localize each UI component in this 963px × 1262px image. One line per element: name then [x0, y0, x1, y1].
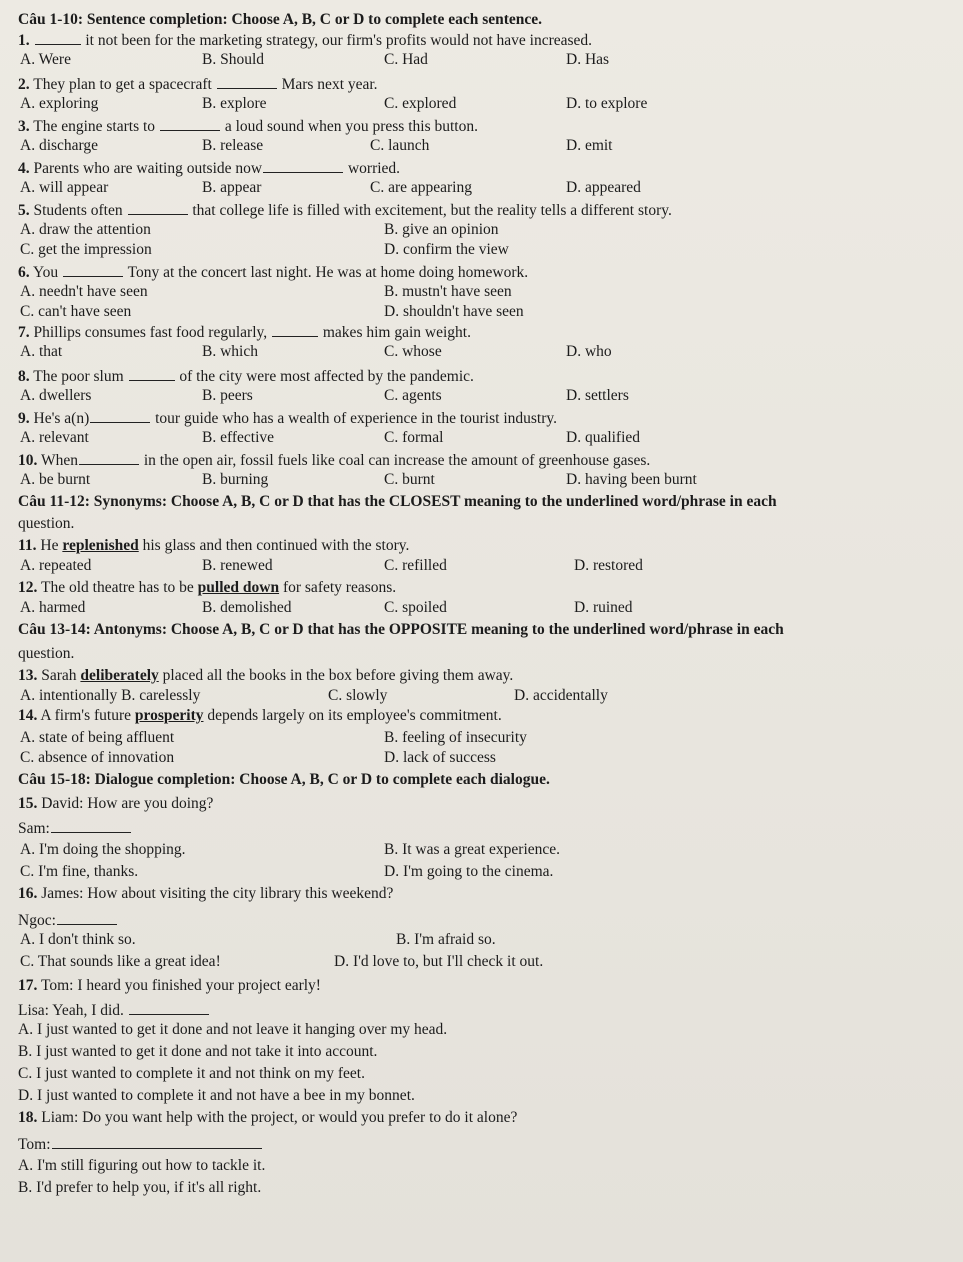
question-number: 10. [18, 452, 38, 469]
option-d[interactable]: D. to explore [566, 95, 648, 112]
option-c[interactable]: C. burnt [384, 471, 435, 488]
option-b[interactable]: B. It was a great experience. [384, 841, 561, 858]
option-a[interactable]: A. draw the attention [20, 221, 151, 238]
option-c[interactable]: C. get the impression [20, 241, 152, 258]
option-a[interactable]: A. state of being affluent [20, 729, 175, 746]
dialogue-line: David: How are you doing? [41, 795, 214, 812]
answer-blank[interactable] [160, 116, 220, 131]
section-heading-synonyms-cont: question. [18, 515, 75, 532]
question-text: worried. [347, 160, 401, 177]
answer-blank[interactable] [57, 910, 117, 925]
dialogue-line: Liam: Do you want help with the project, or would you prefer to do it alone? [41, 1109, 518, 1126]
section-heading-synonyms: Câu 11-12: Synonyms: Choose A, B, C or D that has the CLOSEST meaning to the underlined word/phrase in each [18, 493, 777, 510]
question-number: 9. [18, 410, 30, 427]
option-c[interactable]: C. agents [384, 387, 442, 404]
option-c[interactable]: C. are appearing [370, 179, 472, 196]
option-c[interactable]: C. whose [384, 343, 442, 360]
option-17-c[interactable]: C. I just wanted to complete it and not think on my feet. [18, 1065, 365, 1082]
dialogue-line: Tom: I heard you finished your project early! [40, 977, 321, 994]
question-text: depends largely on its employee's commitment. [207, 707, 502, 724]
dialogue-speaker: Lisa: Yeah, I did. [18, 1002, 124, 1019]
answer-blank[interactable] [63, 262, 123, 277]
question-2 [18, 74, 943, 95]
dialogue-speaker: Tom: [18, 1136, 51, 1153]
underlined-word: prosperity [134, 707, 204, 724]
question-text: You [32, 264, 59, 281]
dialogue-speaker: Ngoc: [18, 912, 56, 929]
option-18-b[interactable]: B. I'd prefer to help you, if it's all right. [18, 1179, 262, 1196]
answer-blank[interactable] [272, 322, 318, 337]
question-text: The engine starts to [33, 118, 156, 135]
question-text: He's a(n) [33, 410, 90, 427]
option-a[interactable]: A. I'm doing the shopping. [20, 841, 186, 858]
question-number: 14. [18, 707, 38, 724]
option-d[interactable]: D. confirm the view [384, 241, 509, 258]
option-c[interactable]: C. spoiled [384, 599, 447, 616]
question-number: 4. [18, 160, 30, 177]
dialogue-speaker: Sam: [18, 820, 50, 837]
option-a-b[interactable]: A. intentionally B. carelessly [20, 687, 201, 704]
question-text: placed all the books in the box before giving them away. [162, 667, 514, 684]
question-18 [18, 1108, 943, 1128]
question-text: for safety reasons. [282, 579, 397, 596]
option-a[interactable]: A. be burnt [20, 471, 91, 488]
option-d[interactable]: D. shouldn't have seen [384, 303, 524, 320]
option-c[interactable]: C. can't have seen [20, 303, 132, 320]
dialogue-line: James: How about visiting the city library this weekend? [41, 885, 394, 902]
answer-blank[interactable] [51, 818, 131, 833]
question-text: Mars next year. [281, 76, 378, 93]
option-d[interactable]: D. ruined [574, 599, 633, 616]
underlined-word: replenished [62, 537, 139, 554]
question-8 [18, 366, 943, 387]
option-c[interactable]: C. explored [384, 95, 457, 112]
option-a[interactable]: A. relevant [20, 429, 89, 446]
option-a[interactable]: A. I don't think so. [20, 931, 136, 948]
underlined-word: pulled down [197, 579, 280, 596]
option-b[interactable]: B. feeling of insecurity [384, 729, 527, 746]
question-number: 13. [18, 667, 38, 684]
question-text: Tony at the concert last night. He was at home doing homework. [127, 264, 529, 281]
option-b[interactable]: B. which [202, 343, 258, 360]
option-a[interactable]: A. dwellers [20, 387, 92, 404]
question-17-response [18, 1000, 943, 1021]
option-a[interactable]: A. that [20, 343, 63, 360]
option-c[interactable]: C. Had [384, 51, 428, 68]
answer-blank[interactable] [128, 200, 188, 215]
answer-blank[interactable] [129, 366, 175, 381]
question-text: Sarah [41, 667, 77, 684]
option-a[interactable]: A. harmed [20, 599, 86, 616]
question-text: Students often [33, 202, 123, 219]
question-6 [18, 262, 943, 283]
question-number: 18. [18, 1109, 38, 1126]
option-c[interactable]: C. refilled [384, 557, 447, 574]
question-text: When [40, 452, 78, 469]
option-b[interactable]: B. appear [202, 179, 262, 196]
section-heading-sentence-completion: Câu 1-10: Sentence completion: Choose A, B, C or D to complete each sentence. [18, 11, 543, 28]
question-number: 5. [18, 202, 30, 219]
question-17 [18, 976, 943, 996]
option-b[interactable]: B. give an opinion [384, 221, 499, 238]
option-c[interactable]: C. formal [384, 429, 444, 446]
question-number: 12. [18, 579, 38, 596]
question-text: tour guide who has a wealth of experience in the tourist industry. [155, 410, 557, 427]
answer-blank[interactable] [263, 158, 343, 173]
option-17-d[interactable]: D. I just wanted to complete it and not have a bee in my bonnet. [18, 1087, 415, 1104]
option-c[interactable]: C. slowly [328, 687, 388, 704]
option-b[interactable]: B. release [202, 137, 264, 154]
option-d[interactable]: D. settlers [566, 387, 629, 404]
section-heading-dialogue: Câu 15-18: Dialogue completion: Choose A, B, C or D to complete each dialogue. [18, 771, 550, 788]
option-a[interactable]: A. exploring [20, 95, 99, 112]
option-a[interactable]: A. repeated [20, 557, 92, 574]
question-text: makes him gain weight. [322, 324, 471, 341]
question-text: He [40, 537, 59, 554]
question-18-response [18, 1134, 943, 1155]
question-16 [18, 884, 943, 904]
underlined-word: deliberately [80, 667, 159, 684]
option-d[interactable]: D. appeared [566, 179, 641, 196]
question-9 [18, 408, 943, 429]
question-text: his glass and then continued with the story. [142, 537, 410, 554]
question-number: 15. [18, 795, 38, 812]
question-text: The poor slum [33, 368, 124, 385]
option-d[interactable]: D. I'm going to the cinema. [384, 863, 554, 880]
option-b[interactable]: B. demolished [202, 599, 292, 616]
question-text: of the city were most affected by the pandemic. [179, 368, 474, 385]
option-b[interactable]: B. mustn't have seen [384, 283, 512, 300]
option-b[interactable]: B. effective [202, 429, 275, 446]
question-text: They plan to get a spacecraft [33, 76, 212, 93]
question-text: The old theatre has to be [40, 579, 194, 596]
question-number: 6. [18, 264, 30, 281]
option-a[interactable]: A. will appear [20, 179, 109, 196]
question-number: 16. [18, 885, 38, 902]
option-d[interactable]: D. lack of success [384, 749, 496, 766]
option-d[interactable]: D. I'd love to, but I'll check it out. [334, 953, 544, 970]
question-number: 3. [18, 118, 30, 135]
question-text: that college life is filled with excitement, but the reality tells a different story. [192, 202, 672, 219]
question-16-response [18, 910, 943, 931]
question-3 [18, 116, 943, 137]
question-15-response [18, 818, 943, 839]
question-5 [18, 200, 943, 221]
option-d[interactable]: D. Has [566, 51, 610, 68]
question-text: Parents who are waiting outside now [33, 160, 263, 177]
option-b[interactable]: B. peers [202, 387, 253, 404]
question-number: 11. [18, 537, 37, 554]
question-text: A firm's future [40, 707, 132, 724]
option-c[interactable]: C. I'm fine, thanks. [20, 863, 139, 880]
question-13 [18, 666, 943, 686]
answer-blank[interactable] [52, 1134, 262, 1149]
question-number: 1. [18, 32, 30, 49]
answer-blank[interactable] [35, 30, 81, 45]
option-c[interactable]: C. absence of innovation [20, 749, 175, 766]
option-d[interactable]: D. emit [566, 137, 613, 154]
option-b[interactable]: B. burning [202, 471, 269, 488]
question-text: Phillips consumes fast food regularly, [33, 324, 268, 341]
option-b[interactable]: B. Should [202, 51, 265, 68]
option-d[interactable]: D. restored [574, 557, 643, 574]
section-heading-antonyms-cont: question. [18, 645, 75, 662]
option-b[interactable]: B. explore [202, 95, 267, 112]
question-14 [18, 706, 943, 726]
option-d[interactable]: D. accidentally [514, 687, 608, 704]
question-7 [18, 322, 943, 343]
answer-blank[interactable] [90, 408, 150, 423]
question-number: 17. [18, 977, 38, 994]
option-d[interactable]: D. having been burnt [566, 471, 697, 488]
question-10 [18, 450, 943, 471]
question-text: a loud sound when you press this button. [224, 118, 478, 135]
option-b[interactable]: B. I'm afraid so. [396, 931, 496, 948]
option-18-a[interactable]: A. I'm still figuring out how to tackle it. [18, 1157, 266, 1174]
question-number: 8. [18, 368, 30, 385]
section-heading-antonyms: Câu 13-14: Antonyms: Choose A, B, C or D that has the OPPOSITE meaning to the underlined word/phrase in each [18, 621, 784, 638]
option-a[interactable]: A. needn't have seen [20, 283, 148, 300]
option-d[interactable]: D. who [566, 343, 612, 360]
question-text: it not been for the marketing strategy, our firm's profits would not have increased. [85, 32, 593, 49]
answer-blank[interactable] [79, 450, 139, 465]
option-b[interactable]: B. renewed [202, 557, 273, 574]
question-11 [18, 536, 943, 556]
question-number: 7. [18, 324, 30, 341]
option-c[interactable]: C. That sounds like a great idea! [20, 953, 221, 970]
question-12 [18, 578, 943, 598]
question-text: in the open air, fossil fuels like coal can increase the amount of greenhouse gases. [143, 452, 651, 469]
answer-blank[interactable] [217, 74, 277, 89]
option-a[interactable]: A. Were [20, 51, 71, 68]
option-17-b[interactable]: B. I just wanted to get it done and not take it into account. [18, 1043, 378, 1060]
question-number: 2. [18, 76, 30, 93]
question-4 [18, 158, 943, 179]
question-15 [18, 794, 943, 814]
option-d[interactable]: D. qualified [566, 429, 641, 446]
option-c[interactable]: C. launch [370, 137, 430, 154]
question-1 [18, 30, 943, 51]
option-a[interactable]: A. discharge [20, 137, 99, 154]
option-17-a[interactable]: A. I just wanted to get it done and not leave it hanging over my head. [18, 1021, 448, 1038]
answer-blank[interactable] [129, 1000, 209, 1015]
